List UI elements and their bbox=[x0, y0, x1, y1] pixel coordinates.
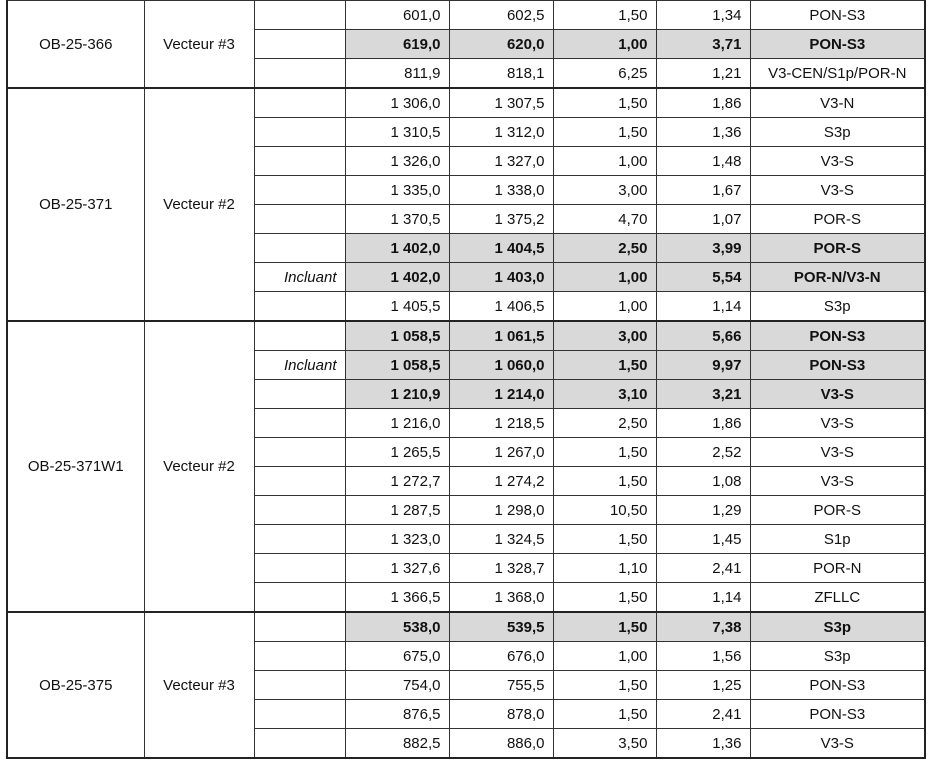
length-cell: 1,00 bbox=[553, 147, 656, 176]
hole-group bbox=[7, 321, 925, 612]
including-label-cell: Incluant bbox=[254, 263, 345, 292]
lithology-unit-cell: V3-S bbox=[750, 467, 925, 496]
including-label-cell bbox=[254, 554, 345, 583]
to-depth-cell: 1 327,0 bbox=[449, 147, 553, 176]
lithology-unit-cell: S3p bbox=[750, 612, 925, 642]
from-depth-cell: 538,0 bbox=[345, 612, 449, 642]
including-label-cell bbox=[254, 525, 345, 554]
length-cell: 3,00 bbox=[553, 321, 656, 351]
from-depth-cell: 1 216,0 bbox=[345, 409, 449, 438]
lithology-unit-cell: PON-S3 bbox=[750, 671, 925, 700]
vector-cell: Vecteur #2 bbox=[144, 321, 254, 612]
to-depth-cell: 676,0 bbox=[449, 642, 553, 671]
lithology-unit-cell: S3p bbox=[750, 292, 925, 322]
grade-cell: 1,07 bbox=[656, 205, 750, 234]
from-depth-cell: 1 405,5 bbox=[345, 292, 449, 322]
length-cell: 1,50 bbox=[553, 700, 656, 729]
length-cell: 1,50 bbox=[553, 671, 656, 700]
to-depth-cell: 1 375,2 bbox=[449, 205, 553, 234]
length-cell: 1,00 bbox=[553, 642, 656, 671]
length-cell: 1,50 bbox=[553, 583, 656, 613]
from-depth-cell: 811,9 bbox=[345, 59, 449, 89]
lithology-unit-cell: PON-S3 bbox=[750, 321, 925, 351]
lithology-unit-cell: PON-S3 bbox=[750, 1, 925, 30]
to-depth-cell: 1 403,0 bbox=[449, 263, 553, 292]
from-depth-cell: 1 310,5 bbox=[345, 118, 449, 147]
length-cell: 4,70 bbox=[553, 205, 656, 234]
to-depth-cell: 878,0 bbox=[449, 700, 553, 729]
to-depth-cell: 1 338,0 bbox=[449, 176, 553, 205]
length-cell: 1,50 bbox=[553, 351, 656, 380]
lithology-unit-cell: POR-N bbox=[750, 554, 925, 583]
including-label-cell bbox=[254, 700, 345, 729]
to-depth-cell: 1 312,0 bbox=[449, 118, 553, 147]
grade-cell: 3,99 bbox=[656, 234, 750, 263]
length-cell: 1,50 bbox=[553, 612, 656, 642]
lithology-unit-cell: POR-S bbox=[750, 496, 925, 525]
lithology-unit-cell: PON-S3 bbox=[750, 30, 925, 59]
hole-group bbox=[7, 612, 925, 758]
grade-cell: 1,14 bbox=[656, 292, 750, 322]
vector-cell: Vecteur #3 bbox=[144, 612, 254, 758]
table-row bbox=[7, 88, 925, 118]
to-depth-cell: 1 218,5 bbox=[449, 409, 553, 438]
length-cell: 1,50 bbox=[553, 1, 656, 30]
lithology-unit-cell: V3-S bbox=[750, 176, 925, 205]
grade-cell: 2,41 bbox=[656, 700, 750, 729]
grade-cell: 1,56 bbox=[656, 642, 750, 671]
including-label-cell bbox=[254, 118, 345, 147]
from-depth-cell: 1 272,7 bbox=[345, 467, 449, 496]
from-depth-cell: 1 370,5 bbox=[345, 205, 449, 234]
including-label-cell bbox=[254, 88, 345, 118]
grade-cell: 1,36 bbox=[656, 118, 750, 147]
lithology-unit-cell: POR-S bbox=[750, 234, 925, 263]
including-label-cell bbox=[254, 30, 345, 59]
lithology-unit-cell: V3-S bbox=[750, 380, 925, 409]
including-label-cell bbox=[254, 1, 345, 30]
to-depth-cell: 1 307,5 bbox=[449, 88, 553, 118]
from-depth-cell: 1 265,5 bbox=[345, 438, 449, 467]
length-cell: 3,10 bbox=[553, 380, 656, 409]
including-label-cell bbox=[254, 729, 345, 759]
from-depth-cell: 1 058,5 bbox=[345, 321, 449, 351]
hole-id-cell: OB-25-375 bbox=[7, 612, 144, 758]
length-cell: 1,50 bbox=[553, 525, 656, 554]
including-label-cell: Incluant bbox=[254, 351, 345, 380]
lithology-unit-cell: V3-CEN/S1p/POR-N bbox=[750, 59, 925, 89]
grade-cell: 3,71 bbox=[656, 30, 750, 59]
grade-cell: 1,29 bbox=[656, 496, 750, 525]
length-cell: 1,50 bbox=[553, 88, 656, 118]
from-depth-cell: 1 327,6 bbox=[345, 554, 449, 583]
length-cell: 2,50 bbox=[553, 409, 656, 438]
including-label-cell bbox=[254, 642, 345, 671]
from-depth-cell: 754,0 bbox=[345, 671, 449, 700]
drill-results-table bbox=[6, 0, 926, 759]
to-depth-cell: 1 267,0 bbox=[449, 438, 553, 467]
grade-cell: 7,38 bbox=[656, 612, 750, 642]
length-cell: 3,00 bbox=[553, 176, 656, 205]
to-depth-cell: 1 061,5 bbox=[449, 321, 553, 351]
length-cell: 1,50 bbox=[553, 467, 656, 496]
from-depth-cell: 1 210,9 bbox=[345, 380, 449, 409]
lithology-unit-cell: S3p bbox=[750, 118, 925, 147]
to-depth-cell: 620,0 bbox=[449, 30, 553, 59]
from-depth-cell: 601,0 bbox=[345, 1, 449, 30]
lithology-unit-cell: V3-S bbox=[750, 409, 925, 438]
including-label-cell bbox=[254, 583, 345, 613]
including-label-cell bbox=[254, 380, 345, 409]
lithology-unit-cell: PON-S3 bbox=[750, 351, 925, 380]
from-depth-cell: 1 402,0 bbox=[345, 234, 449, 263]
grade-cell: 5,54 bbox=[656, 263, 750, 292]
lithology-unit-cell: V3-N bbox=[750, 88, 925, 118]
lithology-unit-cell: S3p bbox=[750, 642, 925, 671]
from-depth-cell: 1 335,0 bbox=[345, 176, 449, 205]
including-label-cell bbox=[254, 176, 345, 205]
grade-cell: 9,97 bbox=[656, 351, 750, 380]
grade-cell: 5,66 bbox=[656, 321, 750, 351]
grade-cell: 1,21 bbox=[656, 59, 750, 89]
grade-cell: 1,34 bbox=[656, 1, 750, 30]
from-depth-cell: 1 058,5 bbox=[345, 351, 449, 380]
length-cell: 1,00 bbox=[553, 30, 656, 59]
to-depth-cell: 818,1 bbox=[449, 59, 553, 89]
hole-id-cell: OB-25-371W1 bbox=[7, 321, 144, 612]
grade-cell: 2,52 bbox=[656, 438, 750, 467]
length-cell: 10,50 bbox=[553, 496, 656, 525]
table-row bbox=[7, 321, 925, 351]
including-label-cell bbox=[254, 59, 345, 89]
to-depth-cell: 1 368,0 bbox=[449, 583, 553, 613]
grade-cell: 1,45 bbox=[656, 525, 750, 554]
grade-cell: 1,08 bbox=[656, 467, 750, 496]
length-cell: 1,00 bbox=[553, 263, 656, 292]
to-depth-cell: 1 298,0 bbox=[449, 496, 553, 525]
hole-group bbox=[7, 1, 925, 89]
hole-id-cell: OB-25-366 bbox=[7, 1, 144, 89]
including-label-cell bbox=[254, 234, 345, 263]
from-depth-cell: 1 306,0 bbox=[345, 88, 449, 118]
lithology-unit-cell: V3-S bbox=[750, 729, 925, 759]
to-depth-cell: 886,0 bbox=[449, 729, 553, 759]
to-depth-cell: 1 406,5 bbox=[449, 292, 553, 322]
length-cell: 1,00 bbox=[553, 292, 656, 322]
from-depth-cell: 1 287,5 bbox=[345, 496, 449, 525]
from-depth-cell: 619,0 bbox=[345, 30, 449, 59]
from-depth-cell: 675,0 bbox=[345, 642, 449, 671]
length-cell: 1,10 bbox=[553, 554, 656, 583]
from-depth-cell: 1 326,0 bbox=[345, 147, 449, 176]
hole-id-cell: OB-25-371 bbox=[7, 88, 144, 321]
grade-cell: 1,86 bbox=[656, 88, 750, 118]
hole-group bbox=[7, 88, 925, 321]
grade-cell: 1,14 bbox=[656, 583, 750, 613]
to-depth-cell: 602,5 bbox=[449, 1, 553, 30]
table-row bbox=[7, 612, 925, 642]
to-depth-cell: 755,5 bbox=[449, 671, 553, 700]
to-depth-cell: 1 328,7 bbox=[449, 554, 553, 583]
to-depth-cell: 1 214,0 bbox=[449, 380, 553, 409]
length-cell: 3,50 bbox=[553, 729, 656, 759]
from-depth-cell: 1 402,0 bbox=[345, 263, 449, 292]
to-depth-cell: 1 060,0 bbox=[449, 351, 553, 380]
grade-cell: 2,41 bbox=[656, 554, 750, 583]
lithology-unit-cell: POR-S bbox=[750, 205, 925, 234]
lithology-unit-cell: V3-S bbox=[750, 438, 925, 467]
length-cell: 1,50 bbox=[553, 438, 656, 467]
grade-cell: 1,36 bbox=[656, 729, 750, 759]
including-label-cell bbox=[254, 467, 345, 496]
from-depth-cell: 876,5 bbox=[345, 700, 449, 729]
lithology-unit-cell: ZFLLC bbox=[750, 583, 925, 613]
including-label-cell bbox=[254, 496, 345, 525]
grade-cell: 1,86 bbox=[656, 409, 750, 438]
grade-cell: 1,25 bbox=[656, 671, 750, 700]
table-row bbox=[7, 1, 925, 30]
including-label-cell bbox=[254, 438, 345, 467]
grade-cell: 1,67 bbox=[656, 176, 750, 205]
to-depth-cell: 1 404,5 bbox=[449, 234, 553, 263]
length-cell: 6,25 bbox=[553, 59, 656, 89]
lithology-unit-cell: V3-S bbox=[750, 147, 925, 176]
including-label-cell bbox=[254, 292, 345, 322]
to-depth-cell: 539,5 bbox=[449, 612, 553, 642]
grade-cell: 1,48 bbox=[656, 147, 750, 176]
including-label-cell bbox=[254, 671, 345, 700]
length-cell: 1,50 bbox=[553, 118, 656, 147]
from-depth-cell: 1 323,0 bbox=[345, 525, 449, 554]
including-label-cell bbox=[254, 612, 345, 642]
lithology-unit-cell: POR-N/V3-N bbox=[750, 263, 925, 292]
from-depth-cell: 882,5 bbox=[345, 729, 449, 759]
vector-cell: Vecteur #2 bbox=[144, 88, 254, 321]
from-depth-cell: 1 366,5 bbox=[345, 583, 449, 613]
vector-cell: Vecteur #3 bbox=[144, 1, 254, 89]
to-depth-cell: 1 274,2 bbox=[449, 467, 553, 496]
including-label-cell bbox=[254, 147, 345, 176]
including-label-cell bbox=[254, 409, 345, 438]
including-label-cell bbox=[254, 321, 345, 351]
grade-cell: 3,21 bbox=[656, 380, 750, 409]
lithology-unit-cell: PON-S3 bbox=[750, 700, 925, 729]
length-cell: 2,50 bbox=[553, 234, 656, 263]
to-depth-cell: 1 324,5 bbox=[449, 525, 553, 554]
lithology-unit-cell: S1p bbox=[750, 525, 925, 554]
including-label-cell bbox=[254, 205, 345, 234]
